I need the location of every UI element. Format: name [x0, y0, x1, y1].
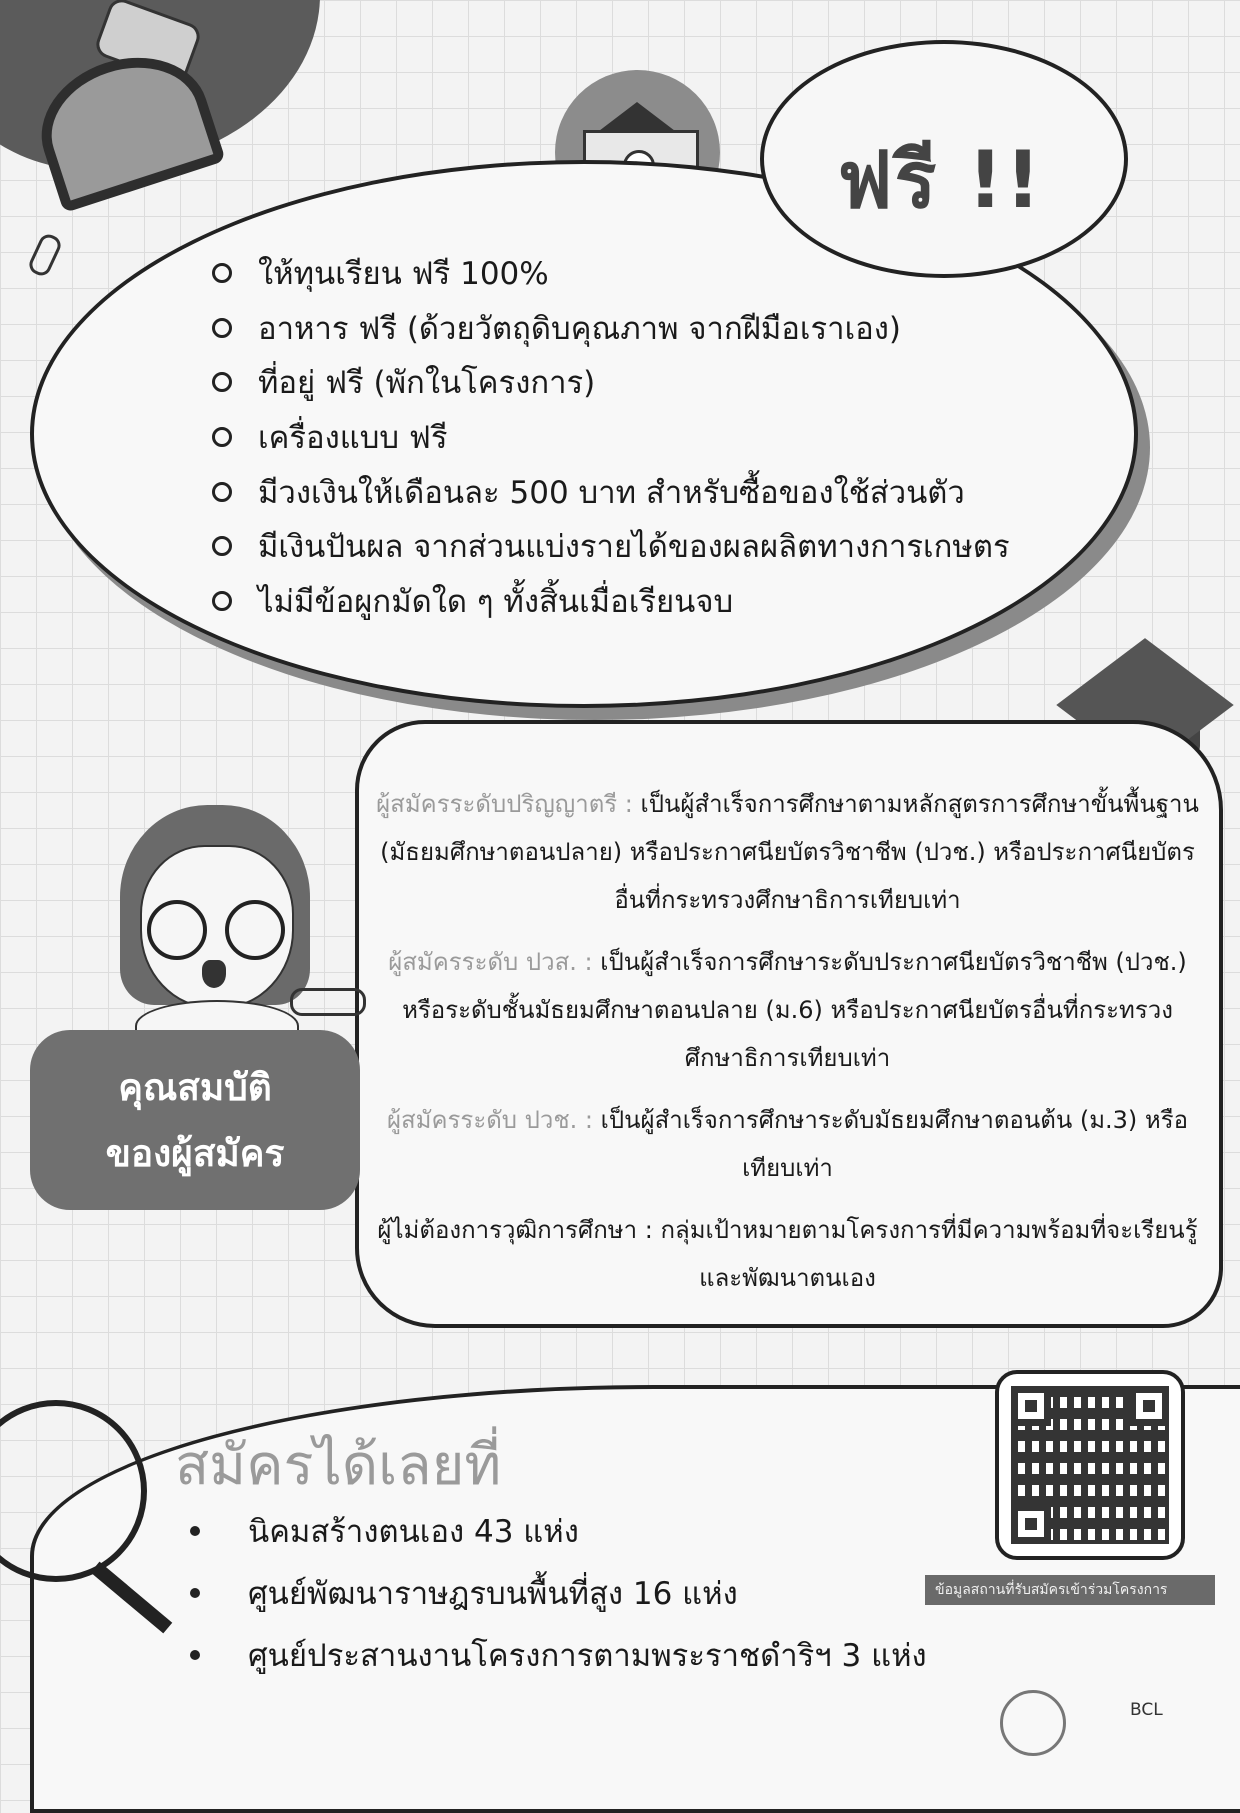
list-item — [212, 519, 1132, 574]
list-item — [212, 246, 1132, 301]
qualification-item — [375, 938, 1200, 1082]
qualification-desc: เป็นผู้สำเร็จการศึกษาระดับมัธยมศึกษาตอนต้น (ม.3) หรือเทียบเท่า — [600, 1106, 1189, 1182]
list-item — [212, 301, 1132, 356]
bullet-circle-icon — [212, 591, 232, 611]
glasses-icon — [147, 900, 207, 960]
location-text: ศูนย์ประสานงานโครงการตามพระราชดำริฯ 3 แห่ง — [248, 1638, 927, 1674]
bullet-circle-icon — [212, 318, 232, 338]
bullet-dot-icon — [190, 1588, 200, 1598]
bullet-dot-icon — [190, 1650, 200, 1660]
bcl-logo: BCL — [1130, 1700, 1163, 1720]
location-text: นิคมสร้างตนเอง 43 แห่ง — [248, 1514, 579, 1550]
paperclip-icon — [26, 231, 64, 278]
qr-finder — [1011, 1504, 1051, 1544]
qualification-item — [375, 1206, 1200, 1302]
qualification-label: ผู้สมัครระดับปริญญาตรี : — [376, 790, 633, 818]
section-label-line: ของผู้สมัคร — [105, 1132, 285, 1175]
bullet-circle-icon — [212, 482, 232, 502]
bullet-circle-icon — [212, 372, 232, 392]
list-item — [212, 464, 1132, 519]
girl-mouth — [202, 960, 226, 988]
benefit-text: อาหาร ฟรี (ด้วยวัตถุดิบคุณภาพ จากฝีมือเราเอง) — [258, 310, 902, 347]
list-item — [212, 355, 1132, 410]
bullet-circle-icon — [212, 263, 232, 283]
apply-title: สมัครได้เลยที่ — [175, 1433, 502, 1498]
paperclip-icon — [290, 988, 366, 1016]
qr-caption: ข้อมูลสถานที่รับสมัครเข้าร่วมโครงการ — [925, 1575, 1215, 1605]
qr-finder — [1129, 1386, 1169, 1426]
list-item — [190, 1624, 1090, 1686]
bullet-circle-icon — [212, 427, 232, 447]
section-label-line: คุณสมบัติ — [118, 1066, 272, 1109]
qualifications-text — [375, 780, 1200, 1316]
section-label — [30, 1055, 360, 1187]
benefit-text: เครื่องแบบ ฟรี — [258, 420, 448, 457]
benefit-text: ที่อยู่ ฟรี (พักในโครงการ) — [258, 365, 596, 402]
benefit-text: ไม่มีข้อผูกมัดใด ๆ ทั้งสิ้นเมื่อเรียนจบ — [258, 583, 734, 620]
glasses-icon — [225, 900, 285, 960]
bullet-dot-icon — [190, 1526, 200, 1536]
qr-pattern — [1011, 1386, 1169, 1544]
qualification-label: ผู้สมัครระดับ ปวส. : — [388, 948, 593, 976]
benefit-text: มีเงินปันผล จากส่วนแบ่งรายได้ของผลผลิตทางการเกษตร — [258, 529, 1010, 566]
list-item — [190, 1500, 1090, 1562]
qr-code[interactable] — [995, 1370, 1185, 1560]
qualification-label: ผู้สมัครระดับ ปวช. : — [386, 1106, 594, 1134]
bullet-circle-icon — [212, 536, 232, 556]
qualification-desc: กลุ่มเป้าหมายตามโครงการที่มีความพร้อมที่จะเรียนรู้และพัฒนาตนเอง — [660, 1216, 1198, 1292]
qualification-item — [375, 780, 1200, 924]
list-item — [212, 574, 1132, 629]
benefits-list — [212, 246, 1132, 628]
qualification-label: ผู้ไม่ต้องการวุฒิการศึกษา : — [377, 1216, 653, 1244]
free-title: ฟรี !! — [837, 136, 1043, 226]
qualification-item — [375, 1096, 1200, 1192]
qualification-desc: เป็นผู้สำเร็จการศึกษาตามหลักสูตรการศึกษาขั้นพื้นฐาน (มัธยมศึกษาตอนปลาย) หรือประกาศนียบัตรวิชาชีพ (ปวช.) หรือประกาศนียบัตรอื่นที่กระทรวงศึกษาธิการเทียบเท่า — [380, 790, 1199, 914]
benefit-text: มีวงเงินให้เดือนละ 500 บาท สำหรับซื้อของใช้ส่วนตัว — [258, 474, 965, 511]
qr-finder — [1011, 1386, 1051, 1426]
location-text: ศูนย์พัฒนาราษฎรบนพื้นที่สูง 16 แห่ง — [248, 1576, 738, 1612]
qualification-desc: เป็นผู้สำเร็จการศึกษาระดับประกาศนียบัตรวิชาชีพ (ปวช.) หรือระดับชั้นมัธยมศึกษาตอนปลาย (ม.6) หรือประกาศนียบัตรอื่นที่กระทรวงศึกษาธิการเทียบเท่า — [402, 948, 1187, 1072]
list-item — [212, 410, 1132, 465]
benefit-text: ให้ทุนเรียน ฟรี 100% — [258, 256, 549, 293]
seal-logo — [1000, 1690, 1066, 1756]
